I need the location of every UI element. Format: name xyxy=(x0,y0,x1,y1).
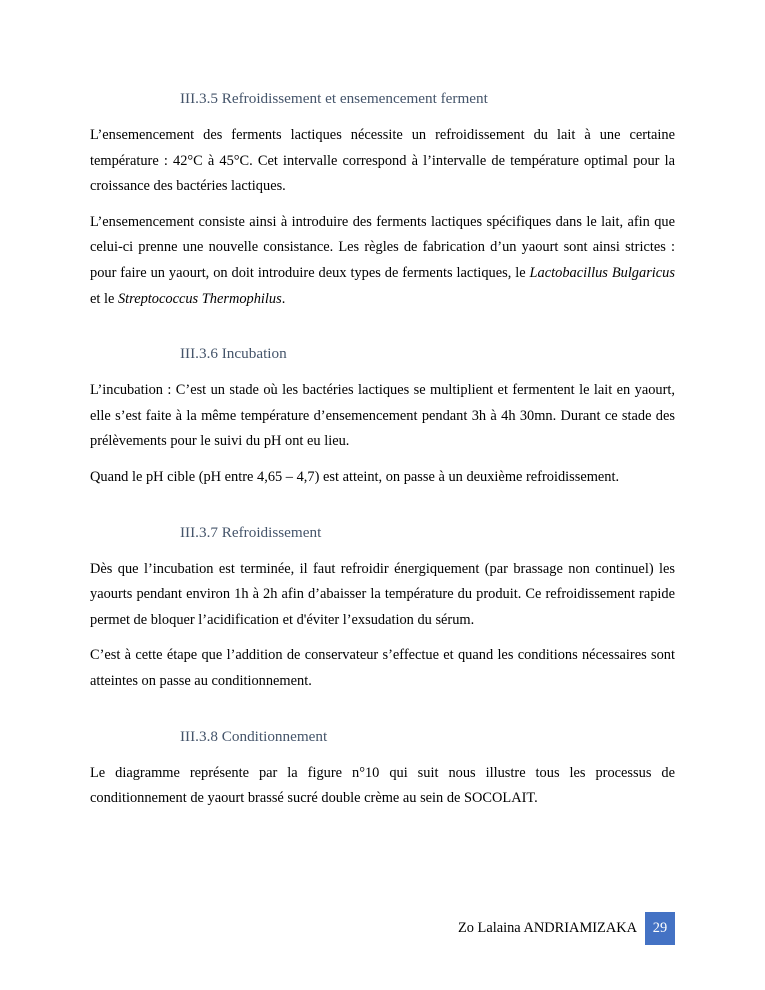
paragraph-conditionnement-1: Le diagramme représente par la figure n°10 qui suit nous illustre tous les processus de conditionnement de yaourt brassé sucré double crème au sein de SOCOLAIT. xyxy=(90,764,675,807)
paragraph-refroidissement-1: Dès que l’incubation est terminée, il faut refroidir énergiquement (par brassage non continuel) les yaourts pendant environ 1h à 2h afin d’abaisser la température du produit. Ce refroidissement rapide permet de bloquer l’acidification et d'éviter l’exsudation du sérum. xyxy=(90,560,675,628)
page-number-badge: 29 xyxy=(645,912,675,945)
page-footer xyxy=(458,912,675,945)
section-heading-3-3-6: III.3.6 Incubation xyxy=(180,345,287,363)
paragraph-incubation-2: Quand le pH cible (pH entre 4,65 – 4,7) est atteint, on passe à un deuxième refroidissement. xyxy=(90,468,620,485)
paragraph-ensemencement-1: L’ensemencement des ferments lactiques nécessite un refroidissement du lait à une certaine température : 42°C à 45°C. Cet intervalle correspond à l’intervalle de température optimal pour la croissance des bactéries lactiques. xyxy=(90,127,675,195)
section-heading-3-3-5: III.3.5 Refroidissement et ensemencement ferment xyxy=(180,90,488,107)
paragraph-refroidissement-2: C’est à cette étape que l’addition de conservateur s’effectue et quand les conditions nécessaires sont atteintes on passe au conditionnement. xyxy=(90,647,675,689)
paragraph-ensemencement-2 xyxy=(90,210,675,312)
italic-species-streptococcus: Streptococcus Thermophilus xyxy=(117,290,282,307)
paragraph-incubation-1: L’incubation : C’est un stade où les bactéries lactiques se multiplient et fermentent le lait en yaourt, elle s’est faite à la même température d’ensemencement pendant 3h à 4h 30mn. Durant ce stade des prélèvements pour le suivi du pH ont eu lieu. xyxy=(90,382,675,450)
paragraph-text: . xyxy=(281,290,286,307)
section-heading-3-3-8: III.3.8 Conditionnement xyxy=(180,727,328,745)
paragraph-text: et le xyxy=(90,290,118,307)
document-page xyxy=(90,86,675,812)
italic-species-lactobacillus: Lactobacillus Bulgaricus xyxy=(529,264,675,281)
section-heading-3-3-7: III.3.7 Refroidissement xyxy=(180,523,322,541)
paragraph-text: L’ensemencement consiste ainsi à introduire des ferments lactiques spécifiques dans le lait, afin que celui-ci prenne une nouvelle consistance. Les règles de fabrication d’un yaourt sont ainsi strictes : pour faire un yaourt, on doit introduire deux types de ferments lactiques, le xyxy=(90,213,675,281)
footer-author: Zo Lalaina ANDRIAMIZAKA xyxy=(457,920,637,936)
